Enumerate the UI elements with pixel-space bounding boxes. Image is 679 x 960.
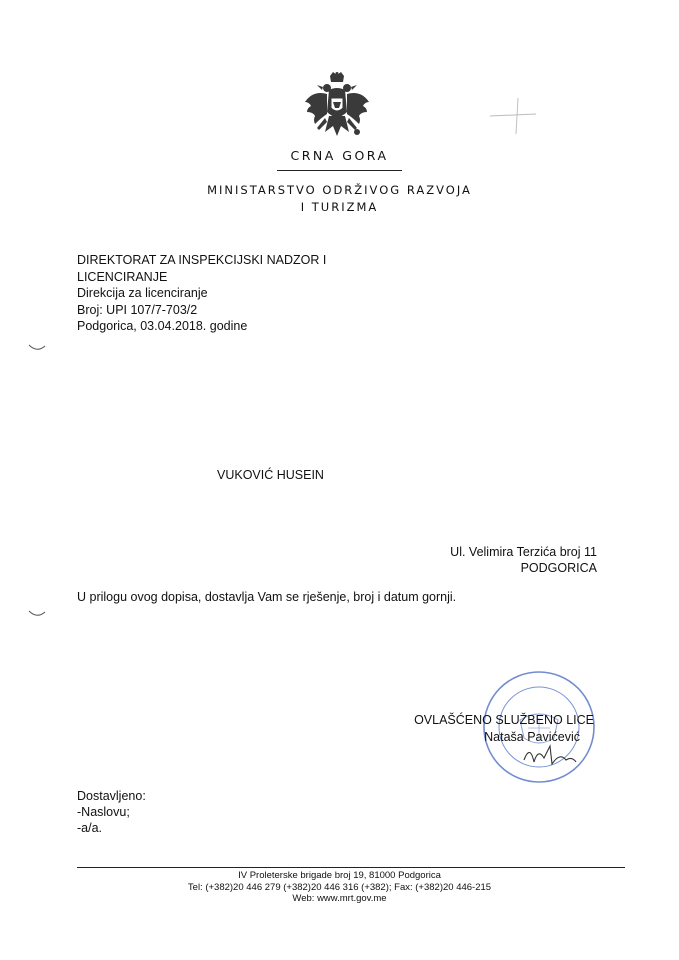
recipient-address [450, 544, 597, 576]
delivery-item: -a/a. [77, 821, 103, 835]
binder-hole-mark [28, 610, 46, 618]
directorate-name-cont: LICENCIRANJE [77, 269, 168, 284]
directorate-name: DIREKTORAT ZA INSPEKCIJSKI NADZOR I [77, 253, 327, 267]
ministry-name [0, 182, 679, 216]
sender-block [77, 252, 326, 335]
recipient-street: Ul. Velimira Terzića broj 11 [450, 545, 597, 559]
pen-scribble-mark [488, 96, 538, 136]
recipient-city: PODGORICA [520, 561, 597, 575]
footer-address: IV Proleterske brigade broj 19, 81000 Podgorica [238, 870, 441, 881]
country-name: CRNA GORA [290, 148, 389, 163]
letter-body: U prilogu ovog dopisa, dostavlja Vam se rješenje, broj i datum gornji. [77, 590, 457, 604]
handwritten-signature [520, 740, 580, 770]
ministry-line: MINISTARSTVO ODRŽIVOG RAZVOJA [207, 183, 472, 197]
footer-divider [77, 867, 625, 868]
coat-of-arms-emblem [303, 72, 371, 144]
delivery-item: -Naslovu; [77, 805, 130, 819]
recipient-name: VUKOVIĆ HUSEIN [217, 468, 324, 482]
place-and-date: Podgorica, 03.04.2018. godine [77, 319, 248, 333]
reference-number: Broj: UPI 107/7-703/2 [77, 302, 198, 317]
ministry-line: I TURIZMA [300, 200, 379, 214]
signatory-name: Nataša Pavićević [484, 730, 580, 744]
department-name: Direkcija za licenciranje [77, 286, 208, 300]
binder-hole-mark [28, 344, 46, 352]
signatory-title: OVLAŠĆENO SLUŽBENO LICE [414, 713, 594, 727]
footer-web: Web: www.mrt.gov.me [292, 893, 387, 904]
footer [0, 870, 679, 905]
delivery-heading: Dostavljeno: [77, 789, 146, 803]
footer-contact: Tel: (+382)20 446 279 (+382)20 446 316 (+382); Fax: (+382)20 446-215 [187, 881, 492, 893]
header-divider [277, 170, 402, 171]
delivery-list [77, 788, 146, 836]
